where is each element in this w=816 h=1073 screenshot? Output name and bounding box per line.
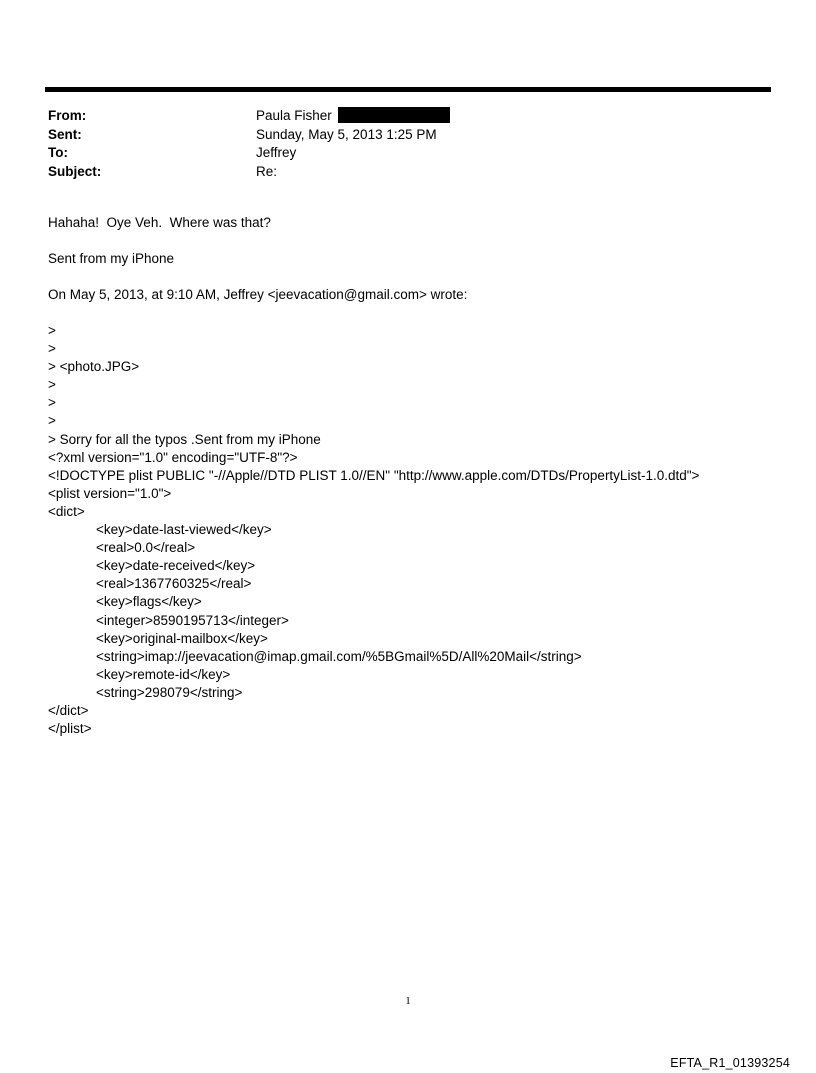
attribution-line: On May 5, 2013, at 9:10 AM, Jeffrey <jeevacation@gmail.com> wrote: bbox=[48, 287, 468, 302]
subject-row bbox=[48, 163, 748, 182]
plist-doctype: <!DOCTYPE plist PUBLIC "-//Apple//DTD PLIST 1.0//EN" "http://www.apple.com/DTDs/PropertyList-1.0.dtd"> bbox=[48, 467, 700, 483]
reply-line: Hahaha! Oye Veh. Where was that? bbox=[48, 215, 271, 230]
quoted-line: > bbox=[48, 395, 56, 411]
quoted-line: > bbox=[48, 377, 56, 393]
from-row bbox=[48, 107, 748, 126]
redaction-box bbox=[338, 107, 450, 123]
plist-entry: <string>imap://jeevacation@imap.gmail.com/%5BGmail%5D/All%20Mail</string> bbox=[96, 648, 582, 664]
sent-row bbox=[48, 126, 748, 145]
plist-entry: <key>remote-id</key> bbox=[96, 666, 231, 682]
quoted-line: > Sorry for all the typos .Sent from my iPhone bbox=[48, 431, 321, 447]
from-value: Paula Fisher bbox=[256, 108, 332, 123]
to-row bbox=[48, 144, 748, 163]
plist-entry: <key>original-mailbox</key> bbox=[96, 630, 268, 646]
plist-entry: <key>date-last-viewed</key> bbox=[96, 522, 272, 538]
from-value-wrapper bbox=[256, 107, 450, 126]
plist-xml-declaration: <?xml version="1.0" encoding="UTF-8"?> bbox=[48, 449, 298, 465]
plist-entry: <key>date-received</key> bbox=[96, 558, 256, 574]
plist-close-tag: </plist> bbox=[48, 721, 92, 737]
sent-label: Sent: bbox=[48, 126, 82, 142]
email-header bbox=[48, 107, 748, 181]
subject-label: Subject: bbox=[48, 163, 102, 179]
plist-entry: <integer>8590195713</integer> bbox=[96, 612, 289, 628]
subject-value: Re: bbox=[256, 163, 278, 179]
quoted-block bbox=[48, 322, 788, 738]
signature-line: Sent from my iPhone bbox=[48, 251, 175, 266]
plist-entry: <real>1367760325</real> bbox=[96, 576, 252, 592]
quoted-line: > bbox=[48, 341, 56, 357]
page-number: 1 bbox=[405, 995, 411, 1007]
sent-value: Sunday, May 5, 2013 1:25 PM bbox=[256, 126, 437, 142]
to-label: To: bbox=[48, 145, 68, 160]
to-value: Jeffrey bbox=[256, 145, 297, 160]
header-divider bbox=[45, 87, 771, 92]
dict-close-tag: </dict> bbox=[48, 702, 89, 718]
plist-open-tag: <plist version="1.0"> bbox=[48, 485, 172, 501]
quoted-line: > bbox=[48, 323, 56, 338]
email-body bbox=[48, 214, 788, 738]
quoted-line: > <photo.JPG> bbox=[48, 359, 140, 375]
bates-number: EFTA_R1_01393254 bbox=[670, 1056, 790, 1070]
quoted-line: > bbox=[48, 413, 56, 429]
plist-entry: <key>flags</key> bbox=[96, 594, 202, 610]
from-label: From: bbox=[48, 108, 87, 123]
plist-entry: <string>298079</string> bbox=[96, 684, 243, 700]
plist-entry: <real>0.0</real> bbox=[96, 540, 196, 556]
dict-open-tag: <dict> bbox=[48, 503, 85, 519]
